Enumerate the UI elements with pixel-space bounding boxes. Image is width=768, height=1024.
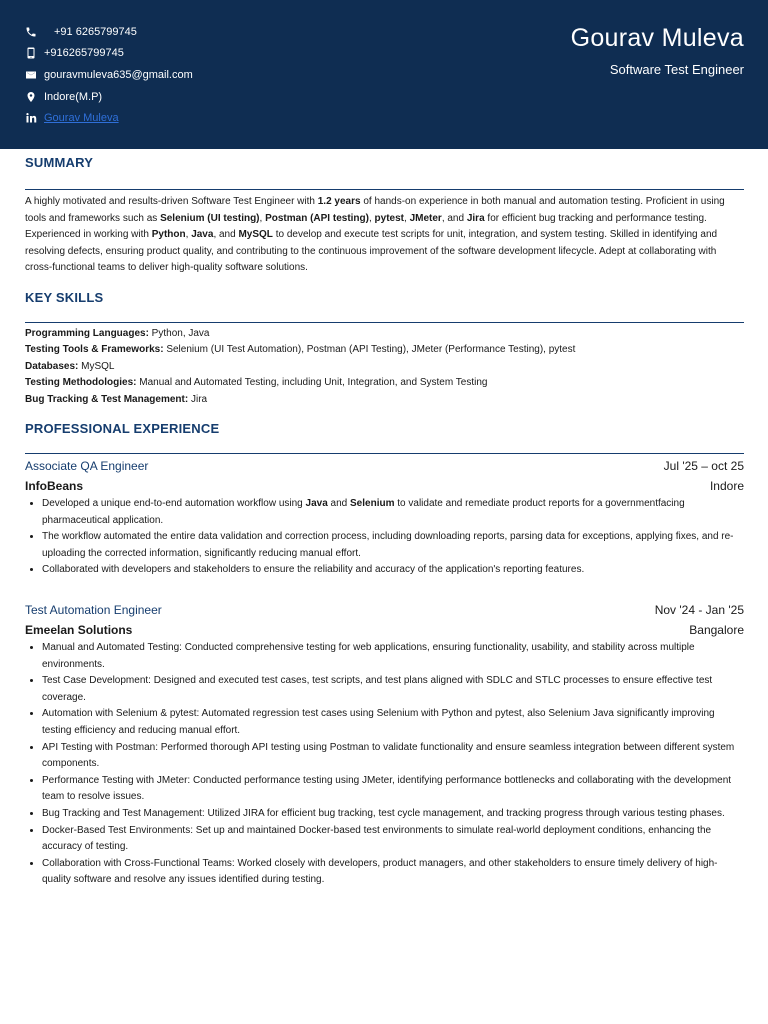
phone-icon	[25, 26, 37, 38]
linkedin-link[interactable]: Gourav Muleva	[44, 112, 119, 125]
contact-mobile	[25, 43, 193, 65]
phone-number[interactable]: +91 6265799745	[54, 25, 137, 38]
job-location: Indore	[709, 479, 744, 493]
summary-heading: SUMMARY	[25, 155, 94, 170]
job-bullets	[25, 496, 744, 579]
contact-list	[25, 21, 193, 129]
job-header	[25, 603, 744, 617]
resume-header	[0, 0, 768, 149]
candidate-role: Software Test Engineer	[609, 62, 744, 77]
mobile-number[interactable]: +916265799745	[44, 47, 124, 60]
skill-item: Databases: MySQL	[25, 360, 115, 372]
resume-body	[0, 155, 768, 889]
job-company-row	[25, 479, 744, 493]
company-name: InfoBeans	[25, 479, 84, 493]
job-title: Test Automation Engineer	[25, 602, 162, 617]
email-icon	[25, 69, 37, 81]
job-dates: Jul '25 – oct 25	[663, 459, 744, 473]
summary-divider	[25, 189, 744, 190]
skill-item: Testing Methodologies: Manual and Automated Testing, including Unit, Integration, and System Testing	[25, 377, 488, 388]
bullet-item: • Collaboration with Cross-Functional Teams: Worked closely with developers, product managers, and other stakeholders to ensure timely delivery of high-quality software and resolve any issues identified during testing.	[42, 856, 744, 889]
skills-heading: KEY SKILLS	[25, 289, 104, 305]
bullet-item: • Automation with Selenium & pytest: Automated regression test cases using Selenium with Python and pytest, also Selenium Java significantly improving testing efficiency and reducing manual effort.	[42, 706, 744, 739]
skill-item: Programming Languages: Python, Java	[25, 327, 210, 339]
job-entry	[25, 459, 744, 579]
bullet-item: • The workflow automated the entire data validation and correction process, including downloading reports, parsing data for exceptions, applying fixes, and re-uploading the corrected information, significantly reducing manual effort.	[42, 529, 744, 562]
bullet-item: • Docker-Based Test Environments: Set up and maintained Docker-based test environments to simulate real-world deployment conditions, enhancing the accuracy of testing.	[42, 823, 744, 856]
bullet-item: • Bug Tracking and Test Management: Utilized JIRA for efficient bug tracking, test cycle management, and tracking progress through various testing phases.	[42, 806, 744, 823]
job-entry	[25, 603, 744, 889]
company-name: Emeelan Solutions	[25, 622, 133, 637]
job-bullets	[25, 640, 744, 889]
job-header	[25, 459, 744, 473]
experience-divider	[25, 453, 744, 454]
skills-divider	[25, 322, 744, 323]
bullet-item: • Manual and Automated Testing: Conducted comprehensive testing for web applications, ensuring functionality, usability, and stability across multiple environments.	[42, 640, 744, 673]
bullet-item: • Performance Testing with JMeter: Conducted performance testing using JMeter, identifying performance bottlenecks and collaborating with the development team to resolve issues.	[42, 773, 744, 806]
bullet-item: • Collaborated with developers and stakeholders to ensure the reliability and accuracy of the application's reporting features.	[42, 562, 744, 579]
skill-item: Testing Tools & Frameworks: Selenium (UI Test Automation), Postman (API Testing), JMeter (Performance Testing), pytest	[25, 344, 576, 355]
contact-email	[25, 64, 193, 86]
contact-phone	[25, 21, 193, 43]
mobile-icon	[25, 47, 37, 59]
linkedin-icon	[25, 112, 37, 124]
contact-linkedin	[25, 107, 193, 129]
bullet-item: • Test Case Development: Designed and executed test cases, test scripts, and test plans aligned with SDLC and STLC processes to ensure effective test coverage.	[42, 673, 744, 706]
job-dates: Nov '24 - Jan '25	[654, 602, 744, 617]
experience-heading: PROFESSIONAL EXPERIENCE	[25, 421, 220, 436]
contact-location	[25, 86, 193, 108]
location-text: Indore(M.P)	[44, 90, 103, 103]
skill-item: Bug Tracking & Test Management: Jira	[25, 393, 208, 405]
name-block	[571, 24, 744, 77]
job-company-row	[25, 623, 744, 637]
skills-list	[25, 326, 744, 409]
email-address[interactable]: gouravmuleva635@gmail.com	[44, 68, 193, 81]
candidate-name: Gourav Muleva	[570, 24, 744, 52]
job-location: Bangalore	[689, 622, 744, 637]
summary-text: A highly motivated and results-driven Software Test Engineer with 1.2 years of hands-on experience in both manual and automation testing. Proficient in using tools and frameworks such as Selenium (UI testing), Postman (API testing), pytest, JMeter, and Jira for efficient bug tracking and performance testing. Experienced in working with Python, Java, and MySQL to develop and execute test scripts for unit, integration, and system testing. Skilled in identifying and resolving defects, ensuring product quality, and contributing to the continuous improvement of the software development lifecycle. Adept at collaborating with cross-functional teams to deliver high-quality software solutions.	[25, 196, 725, 273]
location-icon	[25, 91, 37, 103]
job-title: Associate QA Engineer	[25, 459, 149, 473]
bullet-item: • API Testing with Postman: Performed thorough API testing using Postman to validate functionality and ensure seamless integration between different system components.	[42, 740, 744, 773]
bullet-item: • Developed a unique end-to-end automation workflow using Java and Selenium to validate and remediate product reports for a governmentfacing pharmaceutical application.	[42, 496, 744, 529]
